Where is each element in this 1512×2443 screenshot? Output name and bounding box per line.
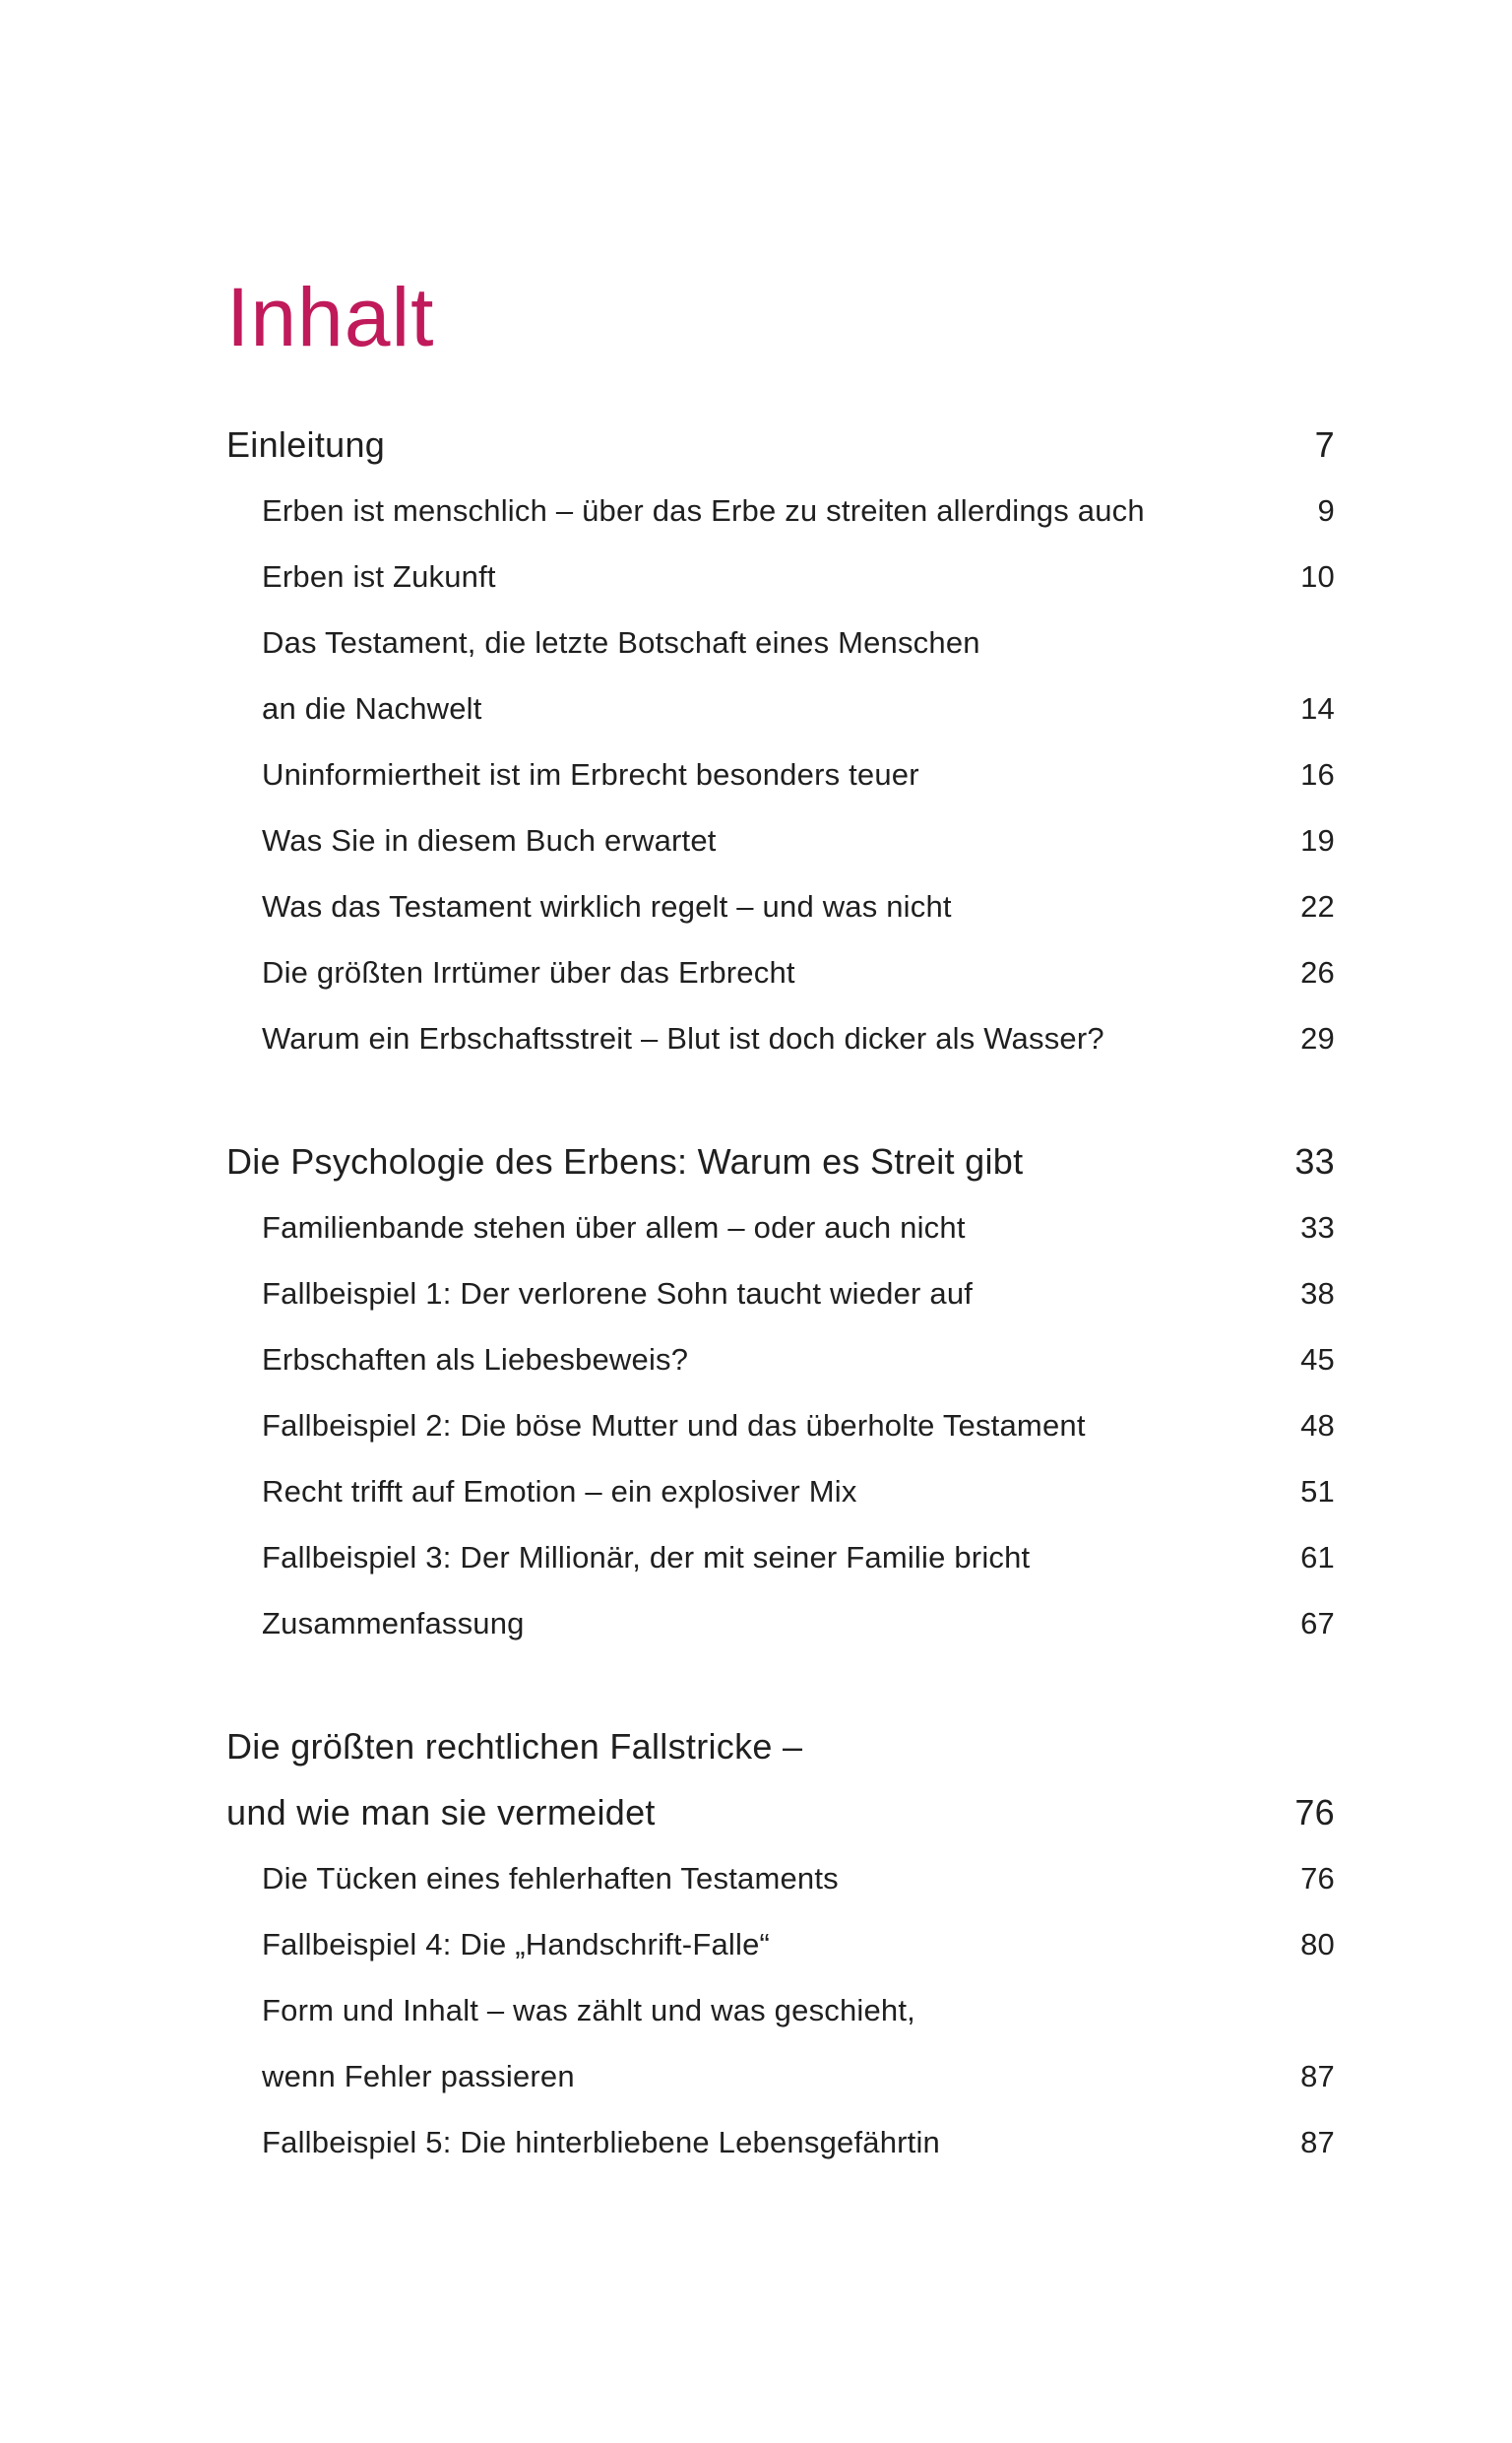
toc-entry-page: 48 <box>1300 1408 1335 1444</box>
toc-entry-page: 38 <box>1300 1276 1335 1312</box>
toc-entry-text: Die größten Irrtümer über das Erbrecht <box>262 955 795 991</box>
toc-entry-page: 7 <box>1314 424 1335 466</box>
toc-entry-text: Was das Testament wirklich regelt – und was nicht <box>262 889 952 925</box>
toc-heading-row <box>226 412 1335 478</box>
toc-item-row <box>226 1911 1335 1977</box>
toc-entry-text: Erben ist menschlich – über das Erbe zu streiten allerdings auch <box>262 493 1145 529</box>
toc-entry-text: wenn Fehler passieren <box>262 2059 575 2094</box>
toc-item-row <box>226 939 1335 1005</box>
toc-entry-page: 80 <box>1300 1927 1335 1962</box>
toc-item-row <box>226 1524 1335 1590</box>
toc-entry-text: und wie man sie vermeidet <box>226 1792 656 1833</box>
toc-item-row <box>226 544 1335 610</box>
toc-item-row <box>226 1260 1335 1326</box>
toc-entry-text: Die größten rechtlichen Fallstricke – <box>226 1726 803 1768</box>
toc-entry-page: 9 <box>1317 493 1335 529</box>
toc-entry-text: Fallbeispiel 2: Die böse Mutter und das überholte Testament <box>262 1408 1086 1444</box>
toc-entry-page: 76 <box>1300 1861 1335 1897</box>
toc-entry-page: 87 <box>1300 2059 1335 2094</box>
toc-entry-page: 51 <box>1300 1474 1335 1510</box>
toc-entry-text: Was Sie in diesem Buch erwartet <box>262 823 717 859</box>
toc-item-row <box>226 610 1335 675</box>
toc-entry-text: Zusammenfassung <box>262 1606 525 1641</box>
toc-entry-page: 26 <box>1300 955 1335 991</box>
toc-item-row <box>226 2043 1335 2109</box>
toc-entry-text: Fallbeispiel 3: Der Millionär, der mit seiner Familie bricht <box>262 1540 1031 1575</box>
toc-entry-page: 67 <box>1300 1606 1335 1641</box>
toc-item-row <box>226 1005 1335 1071</box>
toc-item-row <box>226 2109 1335 2175</box>
toc-item-row <box>226 1590 1335 1656</box>
toc-entry-page: 76 <box>1294 1792 1335 1833</box>
toc-item-row <box>226 1458 1335 1524</box>
toc-entry-text: Familienbande stehen über allem – oder auch nicht <box>262 1210 966 1246</box>
toc-entry-page: 16 <box>1300 757 1335 793</box>
toc-entry-page: 10 <box>1300 559 1335 595</box>
toc-item-row <box>226 1977 1335 2043</box>
toc-entry-text: Die Psychologie des Erbens: Warum es Streit gibt <box>226 1141 1024 1183</box>
toc-content <box>226 271 1335 2175</box>
toc-entry-text: Form und Inhalt – was zählt und was geschieht, <box>262 1993 915 2028</box>
toc-heading-row <box>226 1713 1335 1779</box>
toc-entry-text: Das Testament, die letzte Botschaft eines Menschen <box>262 625 980 661</box>
toc-entry-text: Die Tücken eines fehlerhaften Testaments <box>262 1861 839 1897</box>
toc-entry-page: 14 <box>1300 691 1335 727</box>
toc-entry-page: 61 <box>1300 1540 1335 1575</box>
toc-entry-text: Erbschaften als Liebesbeweis? <box>262 1342 689 1378</box>
toc-entry-page: 45 <box>1300 1342 1335 1378</box>
toc-entry-text: an die Nachwelt <box>262 691 482 727</box>
toc-entry-page: 33 <box>1294 1141 1335 1183</box>
toc-entry-text: Fallbeispiel 4: Die „Handschrift-Falle“ <box>262 1927 771 1962</box>
toc-heading-row <box>226 1779 1335 1845</box>
toc-item-row <box>226 1326 1335 1392</box>
toc-entry-text: Warum ein Erbschaftsstreit – Blut ist doch dicker als Wasser? <box>262 1021 1104 1057</box>
table-of-contents <box>226 412 1335 2175</box>
toc-item-row <box>226 873 1335 939</box>
toc-entry-text: Uninformiertheit ist im Erbrecht besonders teuer <box>262 757 919 793</box>
toc-entry-text: Einleitung <box>226 424 386 466</box>
toc-item-row <box>226 741 1335 807</box>
page-title: Inhalt <box>226 271 435 363</box>
toc-entry-text: Recht trifft auf Emotion – ein explosiver Mix <box>262 1474 857 1510</box>
toc-item-row <box>226 1194 1335 1260</box>
toc-entry-text: Erben ist Zukunft <box>262 559 496 595</box>
toc-entry-page: 22 <box>1300 889 1335 925</box>
toc-item-row <box>226 1392 1335 1458</box>
toc-entry-page: 87 <box>1300 2125 1335 2160</box>
toc-entry-text: Fallbeispiel 1: Der verlorene Sohn taucht wieder auf <box>262 1276 974 1312</box>
toc-entry-page: 29 <box>1300 1021 1335 1057</box>
toc-item-row <box>226 675 1335 741</box>
toc-entry-text: Fallbeispiel 5: Die hinterbliebene Lebensgefährtin <box>262 2125 941 2160</box>
toc-item-row <box>226 478 1335 544</box>
toc-entry-page: 33 <box>1300 1210 1335 1246</box>
toc-heading-row <box>226 1128 1335 1194</box>
toc-entry-page: 19 <box>1300 823 1335 859</box>
toc-item-row <box>226 807 1335 873</box>
toc-item-row <box>226 1845 1335 1911</box>
